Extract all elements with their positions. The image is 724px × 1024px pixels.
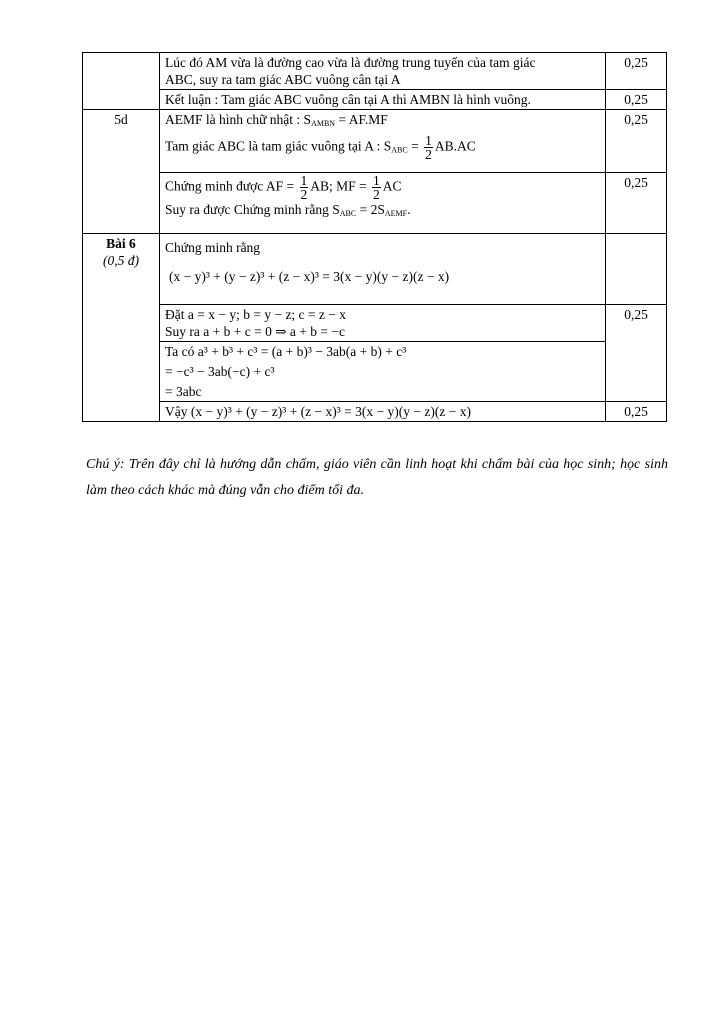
content-cell	[160, 90, 606, 110]
table-row	[83, 53, 667, 90]
table-row	[83, 305, 667, 342]
points-cell: 0,25	[606, 90, 667, 110]
points-cell: 0,25	[606, 305, 667, 402]
table-row	[83, 90, 667, 110]
row-text: Vậy (x − y)³ + (y − z)³ + (z − x)³ = 3(x − y)(y − z)(z − x)	[165, 404, 471, 419]
points-cell: 0,25	[606, 53, 667, 90]
points-cell-empty	[606, 234, 667, 305]
table-row	[83, 342, 667, 402]
exercise-title: Bài 6	[106, 236, 136, 251]
table-row	[83, 234, 667, 305]
content-cell	[160, 305, 606, 342]
content-cell	[160, 342, 606, 402]
section-label-5d: 5d	[83, 110, 160, 234]
section-label-bai6	[83, 234, 160, 422]
fraction: $\frac{1}{2}$	[425, 133, 432, 162]
row-text: Lúc đó AM vừa là đường cao vừa là đường trung tuyến của tam giác	[165, 55, 536, 70]
fraction: $\frac{1}{2}$	[300, 173, 308, 202]
row-text: = −c³ − 3ab(−c) + c³	[165, 364, 275, 379]
section-cell-empty	[83, 90, 160, 110]
row-text: ABC, suy ra tam giác ABC vuông cân tại A	[165, 72, 401, 87]
points-cell: 0,25	[606, 173, 667, 234]
content-cell	[160, 234, 606, 305]
row-text: Ta có a³ + b³ + c³ = (a + b)³ − 3ab(a + b) + c³	[165, 344, 407, 359]
grading-note: Chú ý: Trên đây chỉ là hướng dẫn chấm, giáo viên cần linh hoạt khi chấm bài của học sinh; học sinh làm theo cách khác mà đúng vẫn cho điểm tối đa.	[86, 457, 668, 498]
fraction: $\frac{1}{2}$	[373, 173, 380, 202]
table-row	[83, 402, 667, 422]
math-identity: (x − y)³ + (y − z)³ + (z − x)³ = 3(x − y)(y − z)(z − x)	[169, 269, 450, 284]
table-row	[83, 110, 667, 173]
table-row	[83, 173, 667, 234]
content-cell	[160, 173, 606, 234]
content-cell	[160, 53, 606, 90]
points-cell: 0,25	[606, 110, 667, 173]
content-cell	[160, 110, 606, 173]
row-text: Suy ra a + b + c = 0 ⇒ a + b = −c	[165, 324, 345, 339]
exercise-score: (0,5 đ)	[103, 253, 139, 268]
grading-table	[82, 52, 667, 422]
row-text: Đặt a = x − y; b = y − z; c = z − x	[165, 307, 347, 322]
section-cell-empty	[83, 53, 160, 90]
content-cell	[160, 402, 606, 422]
row-text: Suy ra được Chứng minh rằng $S_{ABC} = 2S_{AEMF}$.	[165, 202, 411, 218]
row-text: = 3abc	[165, 384, 202, 399]
row-text: Chứng minh rằng	[165, 240, 261, 255]
row-text: Tam giác ABC là tam giác vuông tại A : $S_{ABC}$ = $\frac{1}{2}$ AB.AC	[165, 133, 476, 162]
row-text: Kết luận : Tam giác ABC vuông cân tại A thì AMBN là hình vuông.	[165, 92, 531, 107]
points-cell: 0,25	[606, 402, 667, 422]
row-text: Chứng minh được AF = $\frac{1}{2}$ AB; MF = $\frac{1}{2}$ AC	[165, 173, 402, 202]
row-text: AEMF là hình chữ nhật : $S_{AMBN} = AF.MF$	[165, 112, 388, 128]
